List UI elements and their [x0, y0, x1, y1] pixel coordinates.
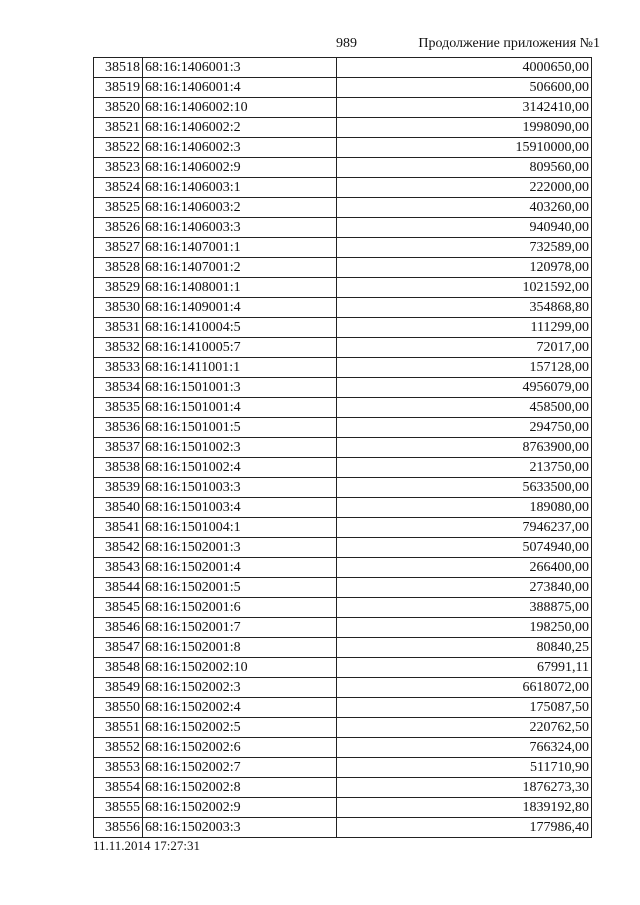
cadastral-number-cell: 68:16:1502001:6 — [143, 598, 337, 618]
table-row — [94, 398, 592, 418]
value-cell: 294750,00 — [337, 418, 592, 438]
value-cell: 67991,11 — [337, 658, 592, 678]
cadastral-number-cell: 68:16:1502001:3 — [143, 538, 337, 558]
row-number-cell: 38525 — [94, 198, 143, 218]
value-cell: 6618072,00 — [337, 678, 592, 698]
cadastral-number-cell: 68:16:1410004:5 — [143, 318, 337, 338]
table-row — [94, 778, 592, 798]
value-cell: 189080,00 — [337, 498, 592, 518]
value-cell: 732589,00 — [337, 238, 592, 258]
cadastral-number-cell: 68:16:1410005:7 — [143, 338, 337, 358]
row-number-cell: 38522 — [94, 138, 143, 158]
row-number-cell: 38550 — [94, 698, 143, 718]
table-row — [94, 258, 592, 278]
cadastral-number-cell: 68:16:1502002:4 — [143, 698, 337, 718]
value-cell: 120978,00 — [337, 258, 592, 278]
row-number-cell: 38553 — [94, 758, 143, 778]
table-row — [94, 198, 592, 218]
value-cell: 198250,00 — [337, 618, 592, 638]
table-row — [94, 478, 592, 498]
row-number-cell: 38552 — [94, 738, 143, 758]
row-number-cell: 38555 — [94, 798, 143, 818]
table-row — [94, 458, 592, 478]
value-cell: 766324,00 — [337, 738, 592, 758]
table-row — [94, 178, 592, 198]
cadastral-number-cell: 68:16:1502001:7 — [143, 618, 337, 638]
cadastral-number-cell: 68:16:1502002:3 — [143, 678, 337, 698]
cadastral-number-cell: 68:16:1502002:5 — [143, 718, 337, 738]
row-number-cell: 38549 — [94, 678, 143, 698]
value-cell: 403260,00 — [337, 198, 592, 218]
value-cell: 3142410,00 — [337, 98, 592, 118]
table-row — [94, 278, 592, 298]
row-number-cell: 38519 — [94, 78, 143, 98]
row-number-cell: 38546 — [94, 618, 143, 638]
cadastral-number-cell: 68:16:1501002:3 — [143, 438, 337, 458]
value-cell: 1021592,00 — [337, 278, 592, 298]
cadastral-number-cell: 68:16:1406001:4 — [143, 78, 337, 98]
table-row — [94, 298, 592, 318]
table-row — [94, 618, 592, 638]
cadastral-number-cell: 68:16:1501003:4 — [143, 498, 337, 518]
value-cell: 4956079,00 — [337, 378, 592, 398]
value-cell: 213750,00 — [337, 458, 592, 478]
table-row — [94, 358, 592, 378]
value-cell: 273840,00 — [337, 578, 592, 598]
row-number-cell: 38533 — [94, 358, 143, 378]
row-number-cell: 38542 — [94, 538, 143, 558]
cadastral-number-cell: 68:16:1502002:7 — [143, 758, 337, 778]
row-number-cell: 38539 — [94, 478, 143, 498]
table-row — [94, 58, 592, 78]
table-row — [94, 718, 592, 738]
cadastral-number-cell: 68:16:1406002:10 — [143, 98, 337, 118]
row-number-cell: 38531 — [94, 318, 143, 338]
table-row — [94, 538, 592, 558]
value-cell: 111299,00 — [337, 318, 592, 338]
cadastral-number-cell: 68:16:1502003:3 — [143, 818, 337, 838]
cadastral-number-cell: 68:16:1409001:4 — [143, 298, 337, 318]
cadastral-number-cell: 68:16:1502002:9 — [143, 798, 337, 818]
table-row — [94, 158, 592, 178]
cadastral-number-cell: 68:16:1408001:1 — [143, 278, 337, 298]
table-row — [94, 378, 592, 398]
row-number-cell: 38551 — [94, 718, 143, 738]
cadastral-number-cell: 68:16:1501001:4 — [143, 398, 337, 418]
value-cell: 388875,00 — [337, 598, 592, 618]
table-row — [94, 558, 592, 578]
cadastral-number-cell: 68:16:1502002:10 — [143, 658, 337, 678]
row-number-cell: 38520 — [94, 98, 143, 118]
table-row — [94, 418, 592, 438]
value-cell: 511710,90 — [337, 758, 592, 778]
value-cell: 809560,00 — [337, 158, 592, 178]
table-row — [94, 498, 592, 518]
row-number-cell: 38521 — [94, 118, 143, 138]
table-row — [94, 698, 592, 718]
value-cell: 1876273,30 — [337, 778, 592, 798]
row-number-cell: 38547 — [94, 638, 143, 658]
table-row — [94, 818, 592, 838]
row-number-cell: 38556 — [94, 818, 143, 838]
cadastral-number-cell: 68:16:1406003:3 — [143, 218, 337, 238]
cadastral-number-cell: 68:16:1501001:5 — [143, 418, 337, 438]
cadastral-number-cell: 68:16:1406003:2 — [143, 198, 337, 218]
row-number-cell: 38523 — [94, 158, 143, 178]
cadastral-number-cell: 68:16:1501004:1 — [143, 518, 337, 538]
row-number-cell: 38536 — [94, 418, 143, 438]
value-cell: 72017,00 — [337, 338, 592, 358]
cadastral-number-cell: 68:16:1411001:1 — [143, 358, 337, 378]
row-number-cell: 38527 — [94, 238, 143, 258]
row-number-cell: 38541 — [94, 518, 143, 538]
row-number-cell: 38543 — [94, 558, 143, 578]
row-number-cell: 38524 — [94, 178, 143, 198]
table-row — [94, 738, 592, 758]
value-cell: 458500,00 — [337, 398, 592, 418]
value-cell: 266400,00 — [337, 558, 592, 578]
table-row — [94, 238, 592, 258]
cadastral-number-cell: 68:16:1407001:1 — [143, 238, 337, 258]
cadastral-number-cell: 68:16:1406002:3 — [143, 138, 337, 158]
row-number-cell: 38535 — [94, 398, 143, 418]
table-row — [94, 518, 592, 538]
value-cell: 4000650,00 — [337, 58, 592, 78]
table-row — [94, 598, 592, 618]
row-number-cell: 38529 — [94, 278, 143, 298]
row-number-cell: 38526 — [94, 218, 143, 238]
cadastral-number-cell: 68:16:1501003:3 — [143, 478, 337, 498]
cadastral-number-cell: 68:16:1406001:3 — [143, 58, 337, 78]
cadastral-number-cell: 68:16:1502002:6 — [143, 738, 337, 758]
table-row — [94, 798, 592, 818]
cadastral-number-cell: 68:16:1501001:3 — [143, 378, 337, 398]
table-body — [94, 58, 592, 838]
table-row — [94, 138, 592, 158]
value-cell: 506600,00 — [337, 78, 592, 98]
row-number-cell: 38532 — [94, 338, 143, 358]
cadastral-number-cell: 68:16:1406002:2 — [143, 118, 337, 138]
footer-timestamp: 11.11.2014 17:27:31 — [93, 838, 201, 853]
value-cell: 220762,50 — [337, 718, 592, 738]
table-row — [94, 98, 592, 118]
row-number-cell: 38537 — [94, 438, 143, 458]
cadastral-number-cell: 68:16:1501002:4 — [143, 458, 337, 478]
value-cell: 1839192,80 — [337, 798, 592, 818]
value-cell: 5074940,00 — [337, 538, 592, 558]
row-number-cell: 38538 — [94, 458, 143, 478]
table-row — [94, 338, 592, 358]
cadastral-number-cell: 68:16:1406002:9 — [143, 158, 337, 178]
table-row — [94, 758, 592, 778]
value-cell: 5633500,00 — [337, 478, 592, 498]
row-number-cell: 38534 — [94, 378, 143, 398]
row-number-cell: 38548 — [94, 658, 143, 678]
cadastral-number-cell: 68:16:1502001:4 — [143, 558, 337, 578]
table-row — [94, 318, 592, 338]
value-cell: 7946237,00 — [337, 518, 592, 538]
table-row — [94, 218, 592, 238]
row-number-cell: 38545 — [94, 598, 143, 618]
row-number-cell: 38528 — [94, 258, 143, 278]
table-row — [94, 118, 592, 138]
value-cell: 157128,00 — [337, 358, 592, 378]
cadastral-number-cell: 68:16:1502001:5 — [143, 578, 337, 598]
cadastral-number-cell: 68:16:1502002:8 — [143, 778, 337, 798]
row-number-cell: 38518 — [94, 58, 143, 78]
cadastral-table — [93, 57, 592, 838]
table-row — [94, 678, 592, 698]
row-number-cell: 38540 — [94, 498, 143, 518]
cadastral-number-cell: 68:16:1502001:8 — [143, 638, 337, 658]
table-row — [94, 638, 592, 658]
page-number: 989 — [336, 36, 357, 51]
value-cell: 222000,00 — [337, 178, 592, 198]
row-number-cell: 38544 — [94, 578, 143, 598]
row-number-cell: 38554 — [94, 778, 143, 798]
table-row — [94, 438, 592, 458]
value-cell: 175087,50 — [337, 698, 592, 718]
value-cell: 8763900,00 — [337, 438, 592, 458]
cadastral-number-cell: 68:16:1406003:1 — [143, 178, 337, 198]
value-cell: 15910000,00 — [337, 138, 592, 158]
table-row — [94, 658, 592, 678]
appendix-title: Продолжение приложения №1 — [418, 36, 600, 51]
value-cell: 1998090,00 — [337, 118, 592, 138]
table-row — [94, 578, 592, 598]
table-row — [94, 78, 592, 98]
value-cell: 354868,80 — [337, 298, 592, 318]
cadastral-number-cell: 68:16:1407001:2 — [143, 258, 337, 278]
value-cell: 177986,40 — [337, 818, 592, 838]
value-cell: 940940,00 — [337, 218, 592, 238]
row-number-cell: 38530 — [94, 298, 143, 318]
value-cell: 80840,25 — [337, 638, 592, 658]
